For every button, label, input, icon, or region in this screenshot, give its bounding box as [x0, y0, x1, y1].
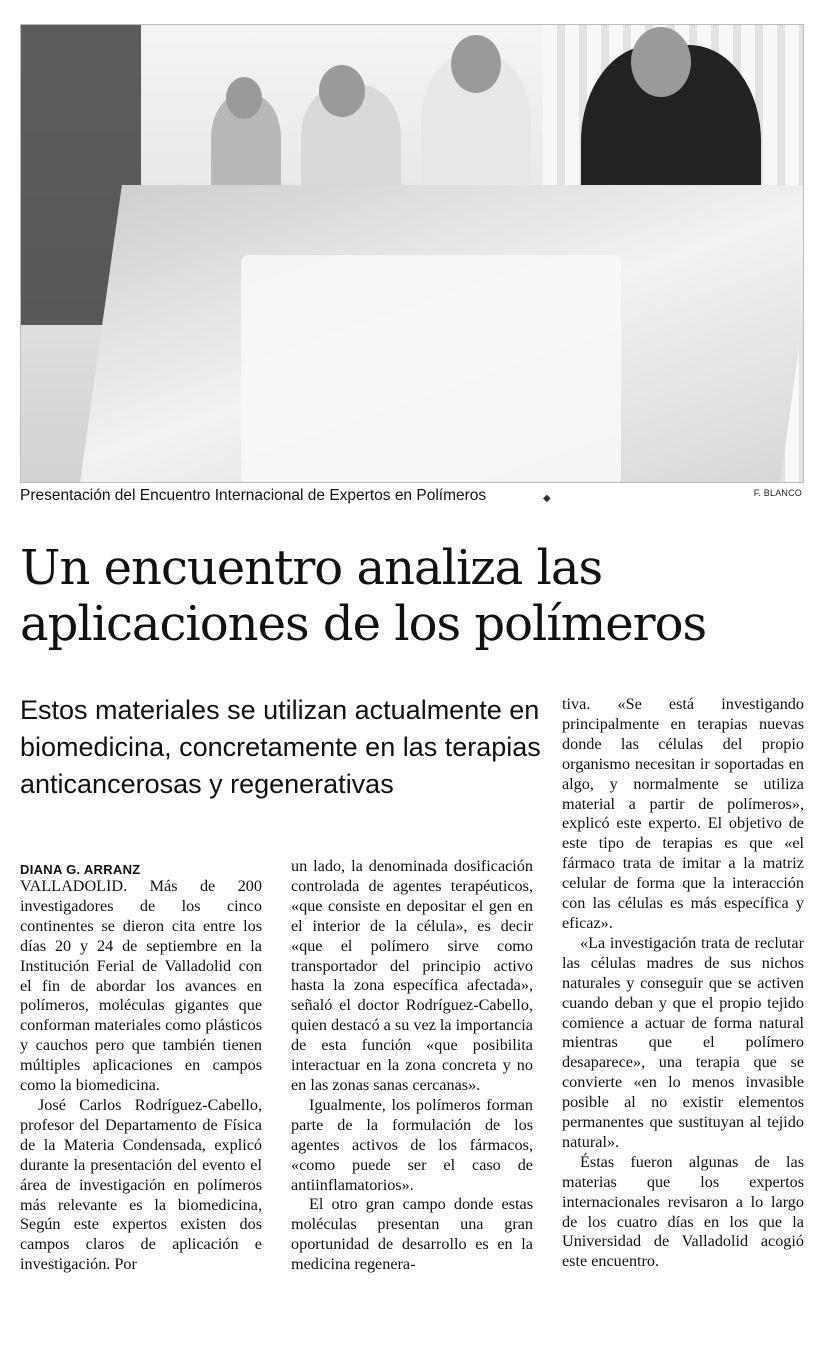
deck-subheadline: Estos materiales se utilizan actualmente en biomedicina, concretamente en las terapias anticancerosas y regenerativas [20, 695, 541, 799]
caption-bullet-icon: ◆ [543, 493, 551, 504]
article-column-2 [291, 857, 533, 1275]
paragraph: tiva. «Se está investigando principalmente en terapias nuevas donde las células del propio organismo necesitan ir soportadas en algo, y normalmente se utiliza material a partir de polímeros», explicó este experto. El objetivo de este tipo de terapias es que «el fármaco trata de imitar a la matriz celular de forma que la interacción con las células es más específica y eficaz». [562, 695, 804, 932]
press-conference-photo [20, 24, 804, 483]
paragraph: VALLADOLID. Más de 200 investigadores de los cinco continentes se dieron cita entre los días 20 y 24 de septiembre en la Institución Ferial de Valladolid con el fin de abordar los avances en polímeros, moléculas gigantes que conforman materiales como plásticos y cauchos pero que también tienen múltiples aplicaciones en campos como la biomedicina. [20, 877, 262, 1095]
headline: Un encuentro analiza las aplicaciones de los polímeros [20, 540, 707, 652]
photo-event-sign [241, 255, 621, 483]
paragraph: Igualmente, los polímeros forman parte de la formulación de los agentes activos de los fármacos, «como puede ser el caso de antiinflamatorios». [291, 1095, 533, 1194]
paragraph: Éstas fueron algunas de las materias que los expertos internacionales revisaron a lo largo de los cuatro días en los que la Universidad de Valladolid acogió este encuentro. [562, 1152, 804, 1271]
paragraph: «La investigación trata de reclutar las células madres de sus nichos naturales y conseguir que se activen cuando deban y que el propio tejido comience a actuar de forma natural mientras que el polímero desaparece», una terapia que se convierte «en lo menos invasible posible al no existir elementos permanentes que sustituyan al tejido natural». [562, 933, 804, 1151]
photo-head-4 [631, 27, 691, 97]
byline: DIANA G. ARRANZ [20, 862, 141, 877]
paragraph: El otro gran campo donde estas moléculas presentan una gran oportunidad de desarrollo es en la medicina regenera- [291, 1195, 533, 1274]
photo-head-3 [451, 35, 501, 93]
paragraph: un lado, la denominada dosificación controlada de agentes terapéuticos, «que consiste en depositar el gen en el interior de la célula», es decir «que el polímero sirve como transportador del principio activo hasta la zona específica afectada», señaló el doctor Rodríguez-Cabello, quien destacó a su vez la importancia de esta función «que posibilita interactuar en la zona concreta y no en las zonas sanas cercanas». [291, 857, 533, 1094]
photo-caption: Presentación del Encuentro Internacional de Expertos en Polímeros [20, 487, 487, 504]
photo-head-2 [319, 65, 365, 117]
photo-credit: F. BLANCO [753, 488, 802, 498]
article-column-1 [20, 877, 262, 1275]
paragraph: José Carlos Rodríguez-Cabello, profesor del Departamento de Física de la Materia Condensada, explicó durante la presentación del evento el área de investigación en polímeros más relevante es la biomedicina, Según este expertos existen dos campos claros de aplicación e investigación. Por [20, 1095, 262, 1274]
photo-head-1 [226, 77, 262, 119]
article-column-3 [562, 695, 804, 1272]
